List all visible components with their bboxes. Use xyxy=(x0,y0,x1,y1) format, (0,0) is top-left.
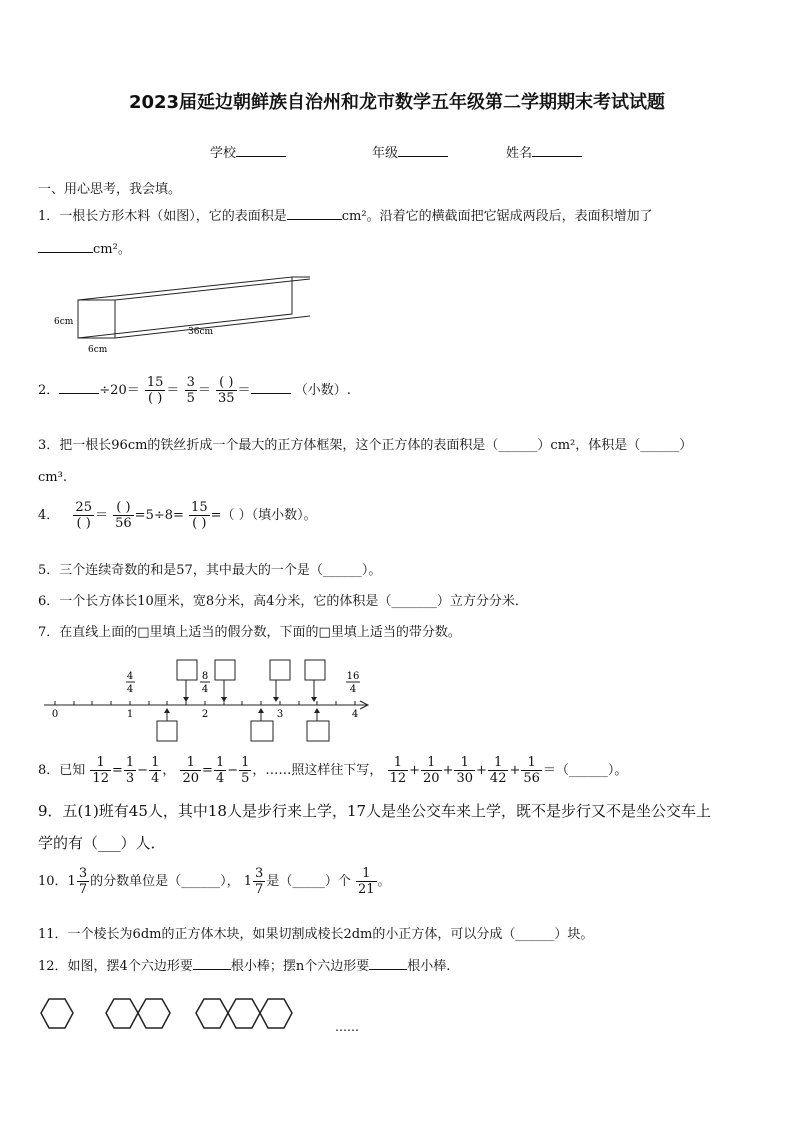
question-7: 7．在直线上面的□里填上适当的假分数，下面的□里填上适当的带分数。 xyxy=(38,625,461,640)
question-1-cont: cm²。 xyxy=(38,240,131,259)
tick-label-0: 0 xyxy=(51,709,59,720)
tick-label-3: 3 xyxy=(276,709,284,720)
question-3: 3．把一根长96cm的铁丝折成一个最大的正方体框架，这个正方体的表面积是（______）cm²，体积是（______） xyxy=(38,438,693,453)
school-field: 学校 xyxy=(210,142,286,161)
dim-width: 6cm xyxy=(88,345,108,355)
question-3-cont: cm³. xyxy=(38,470,67,485)
question-1: 1．一根长方形木料（如图），它的表面积是 cm²。沿着它的横截面把它锯成两段后，表面积增加了 xyxy=(38,209,653,224)
cuboid-figure xyxy=(40,270,310,360)
section-heading: 一、用心思考，我会填。 xyxy=(38,182,182,197)
question-2: 2． ÷20＝ $\frac{15}{( )}$ ＝ $\frac{3}{5}$ ＝ $\frac{( )}{35}$ ＝ （小数）. xyxy=(38,375,351,406)
frac-16-4-num: 16 xyxy=(346,671,360,682)
page-title: 2023届延边朝鲜族自治州和龙市数学五年级第二学期期末考试试题 xyxy=(128,92,666,113)
frac-8-4-num: 8 xyxy=(201,671,209,682)
frac-8-4-den: 4 xyxy=(201,684,209,695)
frac-4-4-den: 4 xyxy=(126,684,134,695)
frac-16-4-den: 4 xyxy=(349,684,357,695)
question-5: 5．三个连续奇数的和是57，其中最大的一个是（______）。 xyxy=(38,563,382,578)
question-6: 6．一个长方体长10厘米，宽8分米，高4分米，它的体积是（_______）立方分分米． xyxy=(38,594,528,609)
question-12: 12．如图，摆4个六边形要 根小棒；摆n个六边形要 根小棒. xyxy=(38,959,451,974)
question-10: 10．1 $\frac{3}{7}$ 的分数单位是（______）， 1 $\frac{3}{7}$ 是（_____）个 $\frac{1}{21}$ 。 xyxy=(38,866,391,897)
frac-4-4-num: 4 xyxy=(126,671,134,682)
question-9-cont: 学的有（___）人． xyxy=(38,834,166,852)
tick-label-1: 1 xyxy=(126,709,134,720)
name-field: 姓名 xyxy=(506,142,582,161)
hexagons-figure xyxy=(38,992,378,1037)
question-4: 4． $\frac{25}{( )}$ ＝ $\frac{( )}{56}$ =5÷8= $\frac{15}{( )}$ =（ ）（填小数）。 xyxy=(38,500,317,531)
continuation-dots: …… xyxy=(335,1020,359,1034)
tick-label-4: 4 xyxy=(351,709,359,720)
tick-label-2: 2 xyxy=(201,709,209,720)
question-8: 8．已知 $\frac{1}{12}$ = $\frac{1}{3}$ − $\frac{1}{4}$ ， $\frac{1}{20}$ = $\frac{1}{4}$ − $\frac{1}{5}$ ，……照这样往下写， $\frac{1}{12}$ + $\frac{1}{20}$ + $\frac{1}{30}$ + $\frac{1}{42}$ + $\frac{1}{56}$ ＝（______）。 xyxy=(38,755,628,786)
number-line-figure xyxy=(40,655,380,745)
grade-field: 年级 xyxy=(372,142,448,161)
question-11: 11．一个棱长为6dm的正方体木块，如果切割成棱长2dm的小正方体，可以分成（______）块。 xyxy=(38,927,594,942)
question-9: 9．五(1)班有45人，其中18人是步行来上学，17人是坐公交车来上学，既不是步行又不是坐公交车上 xyxy=(38,802,712,820)
dim-length: 36cm xyxy=(188,327,214,337)
dim-height: 6cm xyxy=(54,317,74,327)
